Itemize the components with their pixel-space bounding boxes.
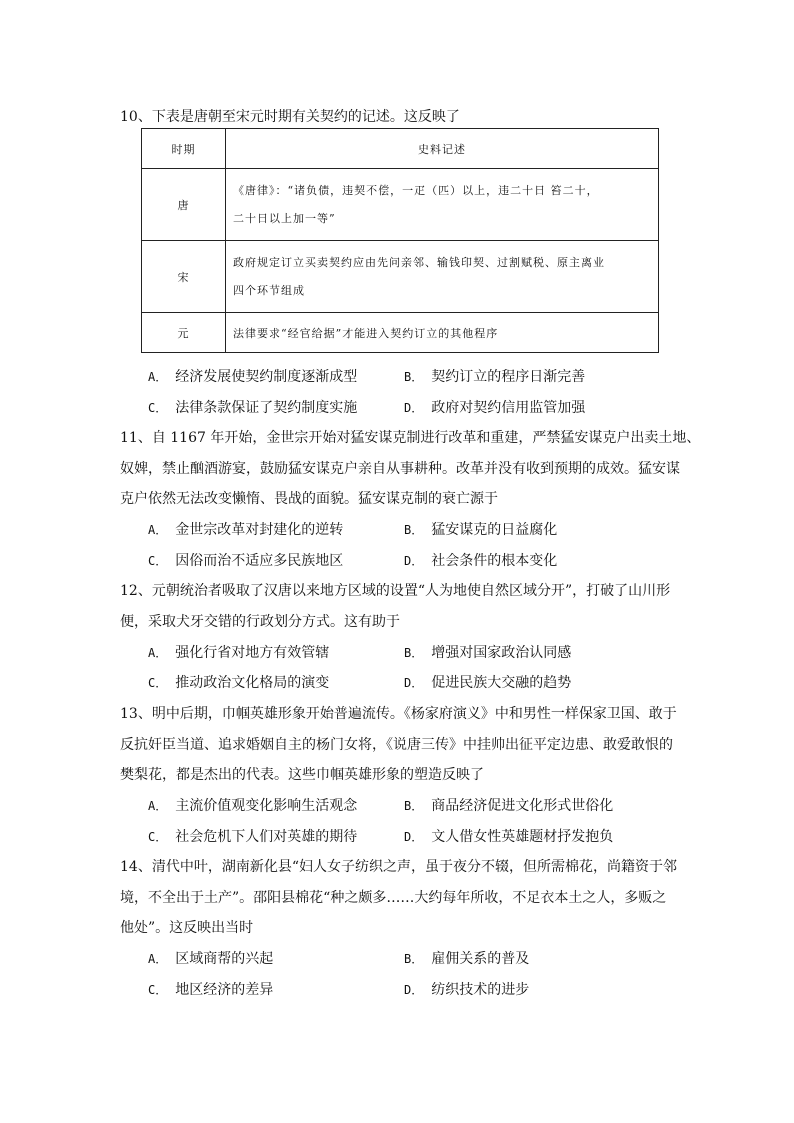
question-14-line: 境，不全出于土产”。邵阳县棉花“种之颇多……大约每年所收，不足衣本土之人，多贩之 [120,890,667,906]
q13-option-d[interactable]: D． 文人借女性英雄题材抒发抱负 [404,829,614,845]
question-13-line: 樊梨花，都是杰出的代表。这些巾帼英雄形象的塑造反映了 [120,767,484,783]
q12-option-d[interactable]: D． 促进民族大交融的趋势 [404,675,572,691]
record-cell [226,169,659,241]
q12-option-a[interactable]: A． 强化行省对地方有效管辖 [148,645,330,661]
q14-option-b[interactable]: B． 雇佣关系的普及 [404,951,530,967]
record-line: 《唐律》：“诸负债，违契不偿，一疋（匹）以上，违二十日 笞二十， [233,183,599,197]
q12-option-b[interactable]: B． 增强对国家政治认同感 [404,645,572,661]
period-cell: 宋 [142,241,226,313]
table-row-yuan [142,313,659,353]
period-cell: 元 [142,313,226,353]
question-11-line: 克户依然无法改变懒惰、畏战的面貌。猛安谋克制的衰亡源于 [120,491,498,507]
question-13-line: 反抗奸臣当道、追求婚姻自主的杨门女将，《说唐三传》中挂帅出征平定边患、敢爱敢恨的 [120,737,673,753]
question-13-line: 13、明中后期，巾帼英雄形象开始普遍流传。《杨家府演义》中和男性一样保家卫国、敢于 [120,706,677,722]
question-14-line: 他处”。这反映出当时 [120,920,254,936]
question-14-line: 14、清代中叶，湖南新化县“妇人女子纺织之声，虽于夜分不辍，但所需棉花，尚籍资于邻 [120,859,677,875]
record-line: 法律要求“经官给据”才能进入契约订立的其他程序 [233,326,499,340]
q14-option-a[interactable]: A． 区域商帮的兴起 [148,951,274,967]
q13-option-b[interactable]: B． 商品经济促进文化形式世俗化 [404,798,614,814]
q11-option-c[interactable]: C． 因俗而治不适应多民族地区 [148,553,344,569]
q10-option-d[interactable]: D． 政府对契约信用监管加强 [404,400,586,416]
question-11-line: 11、自 1167 年开始，金世宗开始对猛安谋克制进行改革和重建，严禁猛安谋克户出卖土地、 [120,430,701,446]
header-period: 时期 [142,129,226,169]
question-12-line: 便，采取犬牙交错的行政划分方式。这有助于 [120,614,400,630]
table-header-row [142,129,659,169]
question-11-line: 奴婢，禁止酗酒游宴，鼓励猛安谋克户亲自从事耕种。改革并没有收到预期的成效。猛安谋 [120,461,680,477]
table-row-song [142,241,659,313]
question-10-stem: 10、下表是唐朝至宋元时期有关契约的记述。这反映了 [120,109,460,125]
record-line: 二十日以上加一等” [233,211,336,225]
q14-option-d[interactable]: D． 纺织技术的进步 [404,982,530,998]
header-records: 史料记述 [226,129,659,169]
record-cell [226,313,659,353]
q11-option-a[interactable]: A． 金世宗改革对封建化的逆转 [148,522,344,538]
period-cell: 唐 [142,169,226,241]
q11-option-b[interactable]: B． 猛安谋克的日益腐化 [404,522,558,538]
record-line: 四个环节组成 [233,283,305,297]
q13-option-c[interactable]: C． 社会危机下人们对英雄的期待 [148,829,358,845]
question-12-line: 12、元朝统治者吸取了汉唐以来地方区域的设置“人为地使自然区域分开”，打破了山川形 [120,583,671,599]
q13-option-a[interactable]: A． 主流价值观变化影响生活观念 [148,798,358,814]
q12-option-c[interactable]: C． 推动政治文化格局的演变 [148,675,330,691]
q11-option-d[interactable]: D． 社会条件的根本变化 [404,553,558,569]
q10-option-c[interactable]: C． 法律条款保证了契约制度实施 [148,400,358,416]
history-records-table [141,128,659,353]
q14-option-c[interactable]: C． 地区经济的差异 [148,982,274,998]
record-line: 政府规定订立买卖契约应由先问亲邻、输钱印契、过割赋税、原主离业 [233,255,605,269]
q10-option-b[interactable]: B． 契约订立的程序日渐完善 [404,369,586,385]
q10-option-a[interactable]: A． 经济发展使契约制度逐渐成型 [148,369,358,385]
record-cell [226,241,659,313]
table-row-tang [142,169,659,241]
